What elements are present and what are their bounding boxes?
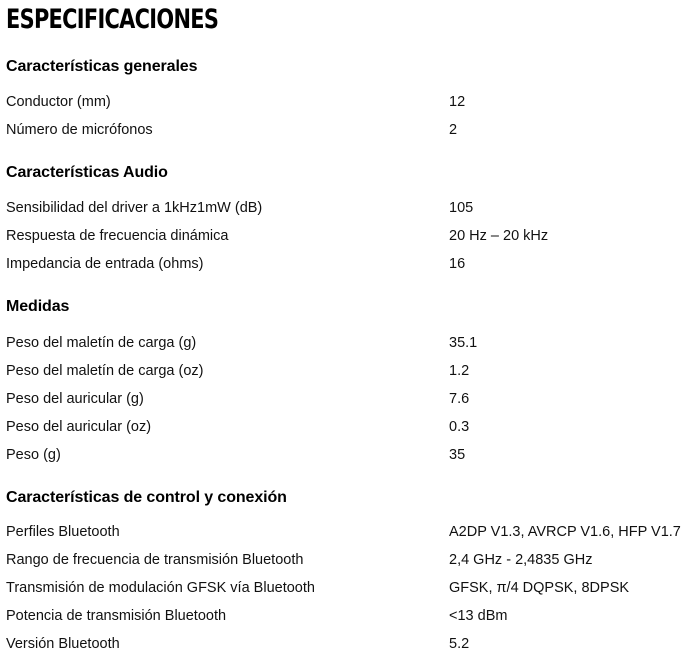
spec-row: [0, 120, 688, 148]
spec-label: Peso del auricular (oz): [6, 419, 152, 435]
spec-label: Peso (g): [6, 447, 61, 463]
spec-value: 35: [449, 447, 466, 463]
spec-value: <13 dBm: [449, 608, 508, 624]
spec-row: [0, 634, 688, 662]
spec-value: GFSK, π/4 DQPSK, 8DPSK: [449, 580, 630, 596]
spec-row: [0, 550, 688, 578]
spec-value: 105: [449, 200, 474, 216]
page-title: ESPECIFICACIONES: [6, 4, 219, 35]
spec-value: 2,4 GHz - 2,4835 GHz: [449, 552, 593, 568]
spec-value: 1.2: [449, 363, 470, 379]
spec-row: [0, 389, 688, 417]
section-heading: Características generales: [6, 58, 198, 75]
spec-row: [0, 198, 688, 226]
spec-row: [0, 578, 688, 606]
spec-row: [0, 333, 688, 361]
spec-value: 7.6: [449, 391, 470, 407]
spec-value: 12: [449, 94, 466, 110]
spec-label: Peso del maletín de carga (oz): [6, 363, 204, 379]
spec-value: 0.3: [449, 419, 470, 435]
spec-label: Perfiles Bluetooth: [6, 524, 120, 540]
section-heading: Características de control y conexión: [6, 489, 287, 506]
section-heading: Medidas: [6, 298, 70, 315]
spec-label: Peso del maletín de carga (g): [6, 335, 197, 351]
spec-label: Impedancia de entrada (ohms): [6, 256, 204, 272]
spec-value: 5.2: [449, 636, 470, 652]
spec-label: Conductor (mm): [6, 94, 111, 110]
spec-row: [0, 361, 688, 389]
spec-row: [0, 522, 688, 550]
spec-value: 35.1: [449, 335, 478, 351]
spec-value: 20 Hz – 20 kHz: [449, 228, 549, 244]
spec-label: Rango de frecuencia de transmisión Bluetooth: [6, 552, 304, 568]
spec-value: 2: [449, 122, 458, 138]
spec-label: Respuesta de frecuencia dinámica: [6, 228, 229, 244]
spec-row: [0, 417, 688, 445]
spec-label: Sensibilidad del driver a 1kHz1mW (dB): [6, 200, 263, 216]
spec-row: [0, 226, 688, 254]
spec-value: A2DP V1.3, AVRCP V1.6, HFP V1.7: [449, 524, 681, 540]
spec-label: Peso del auricular (g): [6, 391, 144, 407]
spec-label: Versión Bluetooth: [6, 636, 120, 652]
spec-row: [0, 606, 688, 634]
spec-label: Potencia de transmisión Bluetooth: [6, 608, 227, 624]
spec-row: [0, 254, 688, 282]
spec-row: [0, 445, 688, 473]
spec-row: [0, 92, 688, 120]
section-heading: Características Audio: [6, 164, 168, 181]
spec-value: 16: [449, 256, 466, 272]
spec-label: Transmisión de modulación GFSK vía Bluetooth: [6, 580, 315, 596]
spec-label: Número de micrófonos: [6, 122, 153, 138]
